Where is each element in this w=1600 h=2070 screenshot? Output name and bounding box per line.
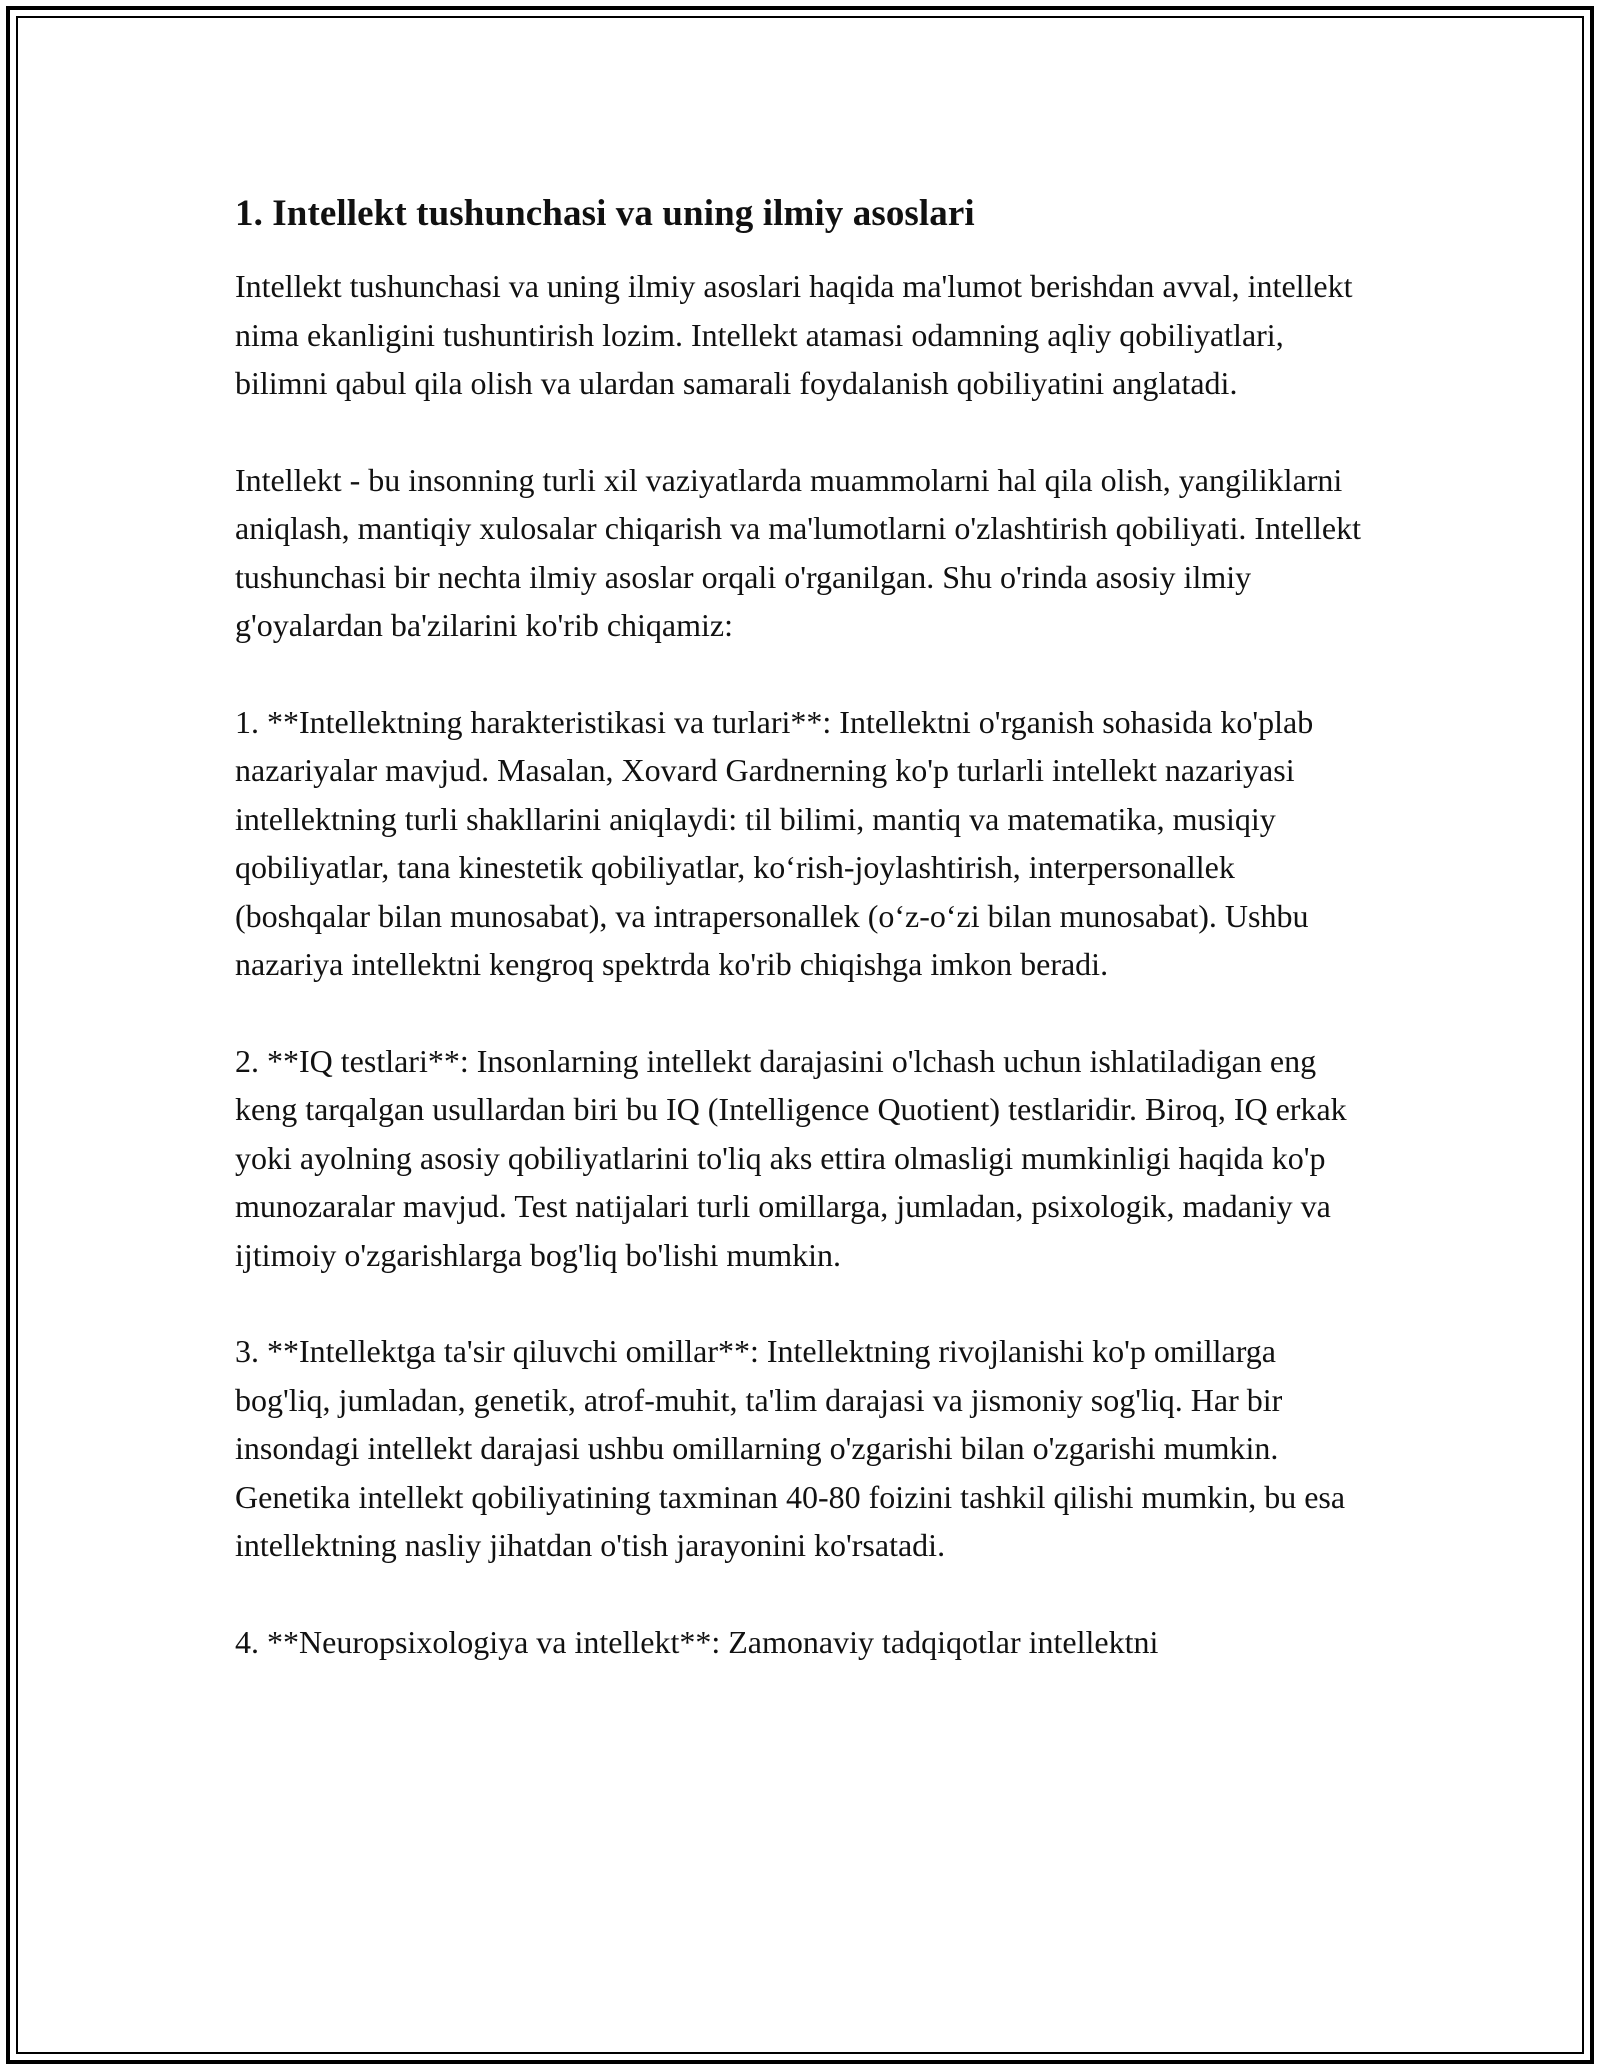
paragraph-intro: Intellekt tushunchasi va uning ilmiy asoslari haqida ma'lumot berishdan avval, intellekt nima ekanligini tushuntirish lozim. Intellekt atamasi odamning aqliy qobiliyatlari, bilimni qabul qila olish va ulardan samarali foydalanish qobiliyatini anglatadi. bbox=[235, 268, 1353, 401]
paragraph-point-4: 4. **Neuropsixologiya va intellekt**: Zamonaviy tadqiqotlar intellektni bbox=[235, 1623, 1159, 1660]
paragraph-point-3: 3. **Intellektga ta'sir qiluvchi omillar**: Intellektning rivojlanishi ko'p omillarga bog'liq, jumladan, genetik, atrof-muhit, ta'lim darajasi va jismoniy sog'liq. Har bir insondagi intellekt darajasi ushbu omillarning o'zgarishi bilan o'zgarishi mumkin. Genetika intellekt qobiliyatining taxminan 40-80 foizini tashkil qilishi mumkin, bu esa intellektning nasliy jihatdan o'tish jarayonini ko'rsatadi. bbox=[235, 1333, 1346, 1563]
section-heading: 1. Intellekt tushunchasi va uning ilmiy asoslari bbox=[235, 193, 975, 234]
paragraph-point-1: 1. **Intellektning harakteristikasi va turlari**: Intellektni o'rganish sohasida ko'plab nazariyalar mavjud. Masalan, Xovard Gardnerning ko'p turlarli intellekt nazariyasi intellektning turli shakllarini aniqlaydi: til bilimi, mantiq va matematika, musiqiy qobiliyatlar, tana kinestetik qobiliyatlar, ko‘rish-joylashtirish, interpersonallek (boshqalar bilan munosabat), va intrapersonallek (o‘z-o‘zi bilan munosabat). Ushbu nazariya intellektni kengroq spektrda ko'rib chiqishga imkon beradi. bbox=[235, 703, 1314, 982]
paragraph-definition: Intellekt - bu insonning turli xil vaziyatlarda muammolarni hal qila olish, yangiliklarni aniqlash, mantiqiy xulosalar chiqarish va ma'lumotlarni o'zlashtirish qobiliyati. Intellekt tushunchasi bir nechta ilmiy asoslar orqali o'rganilgan. Shu o'rinda asosiy ilmiy g'oyalardan ba'zilarini ko'rib chiqamiz: bbox=[235, 461, 1361, 643]
document-body bbox=[235, 186, 1365, 1714]
paragraph-point-2: 2. **IQ testlari**: Insonlarning intellekt darajasini o'lchash uchun ishlatiladigan eng keng tarqalgan usullardan biri bu IQ (Intelligence Quotient) testlaridir. Biroq, IQ erkak yoki ayolning asosiy qobiliyatlarini to'liq aks ettira olmasligi mumkinligi haqida ko'p munozaralar mavjud. Test natijalari turli omillarga, jumladan, psixologik, madaniy va ijtimoiy o'zgarishlarga bog'liq bo'lishi mumkin. bbox=[235, 1042, 1347, 1273]
